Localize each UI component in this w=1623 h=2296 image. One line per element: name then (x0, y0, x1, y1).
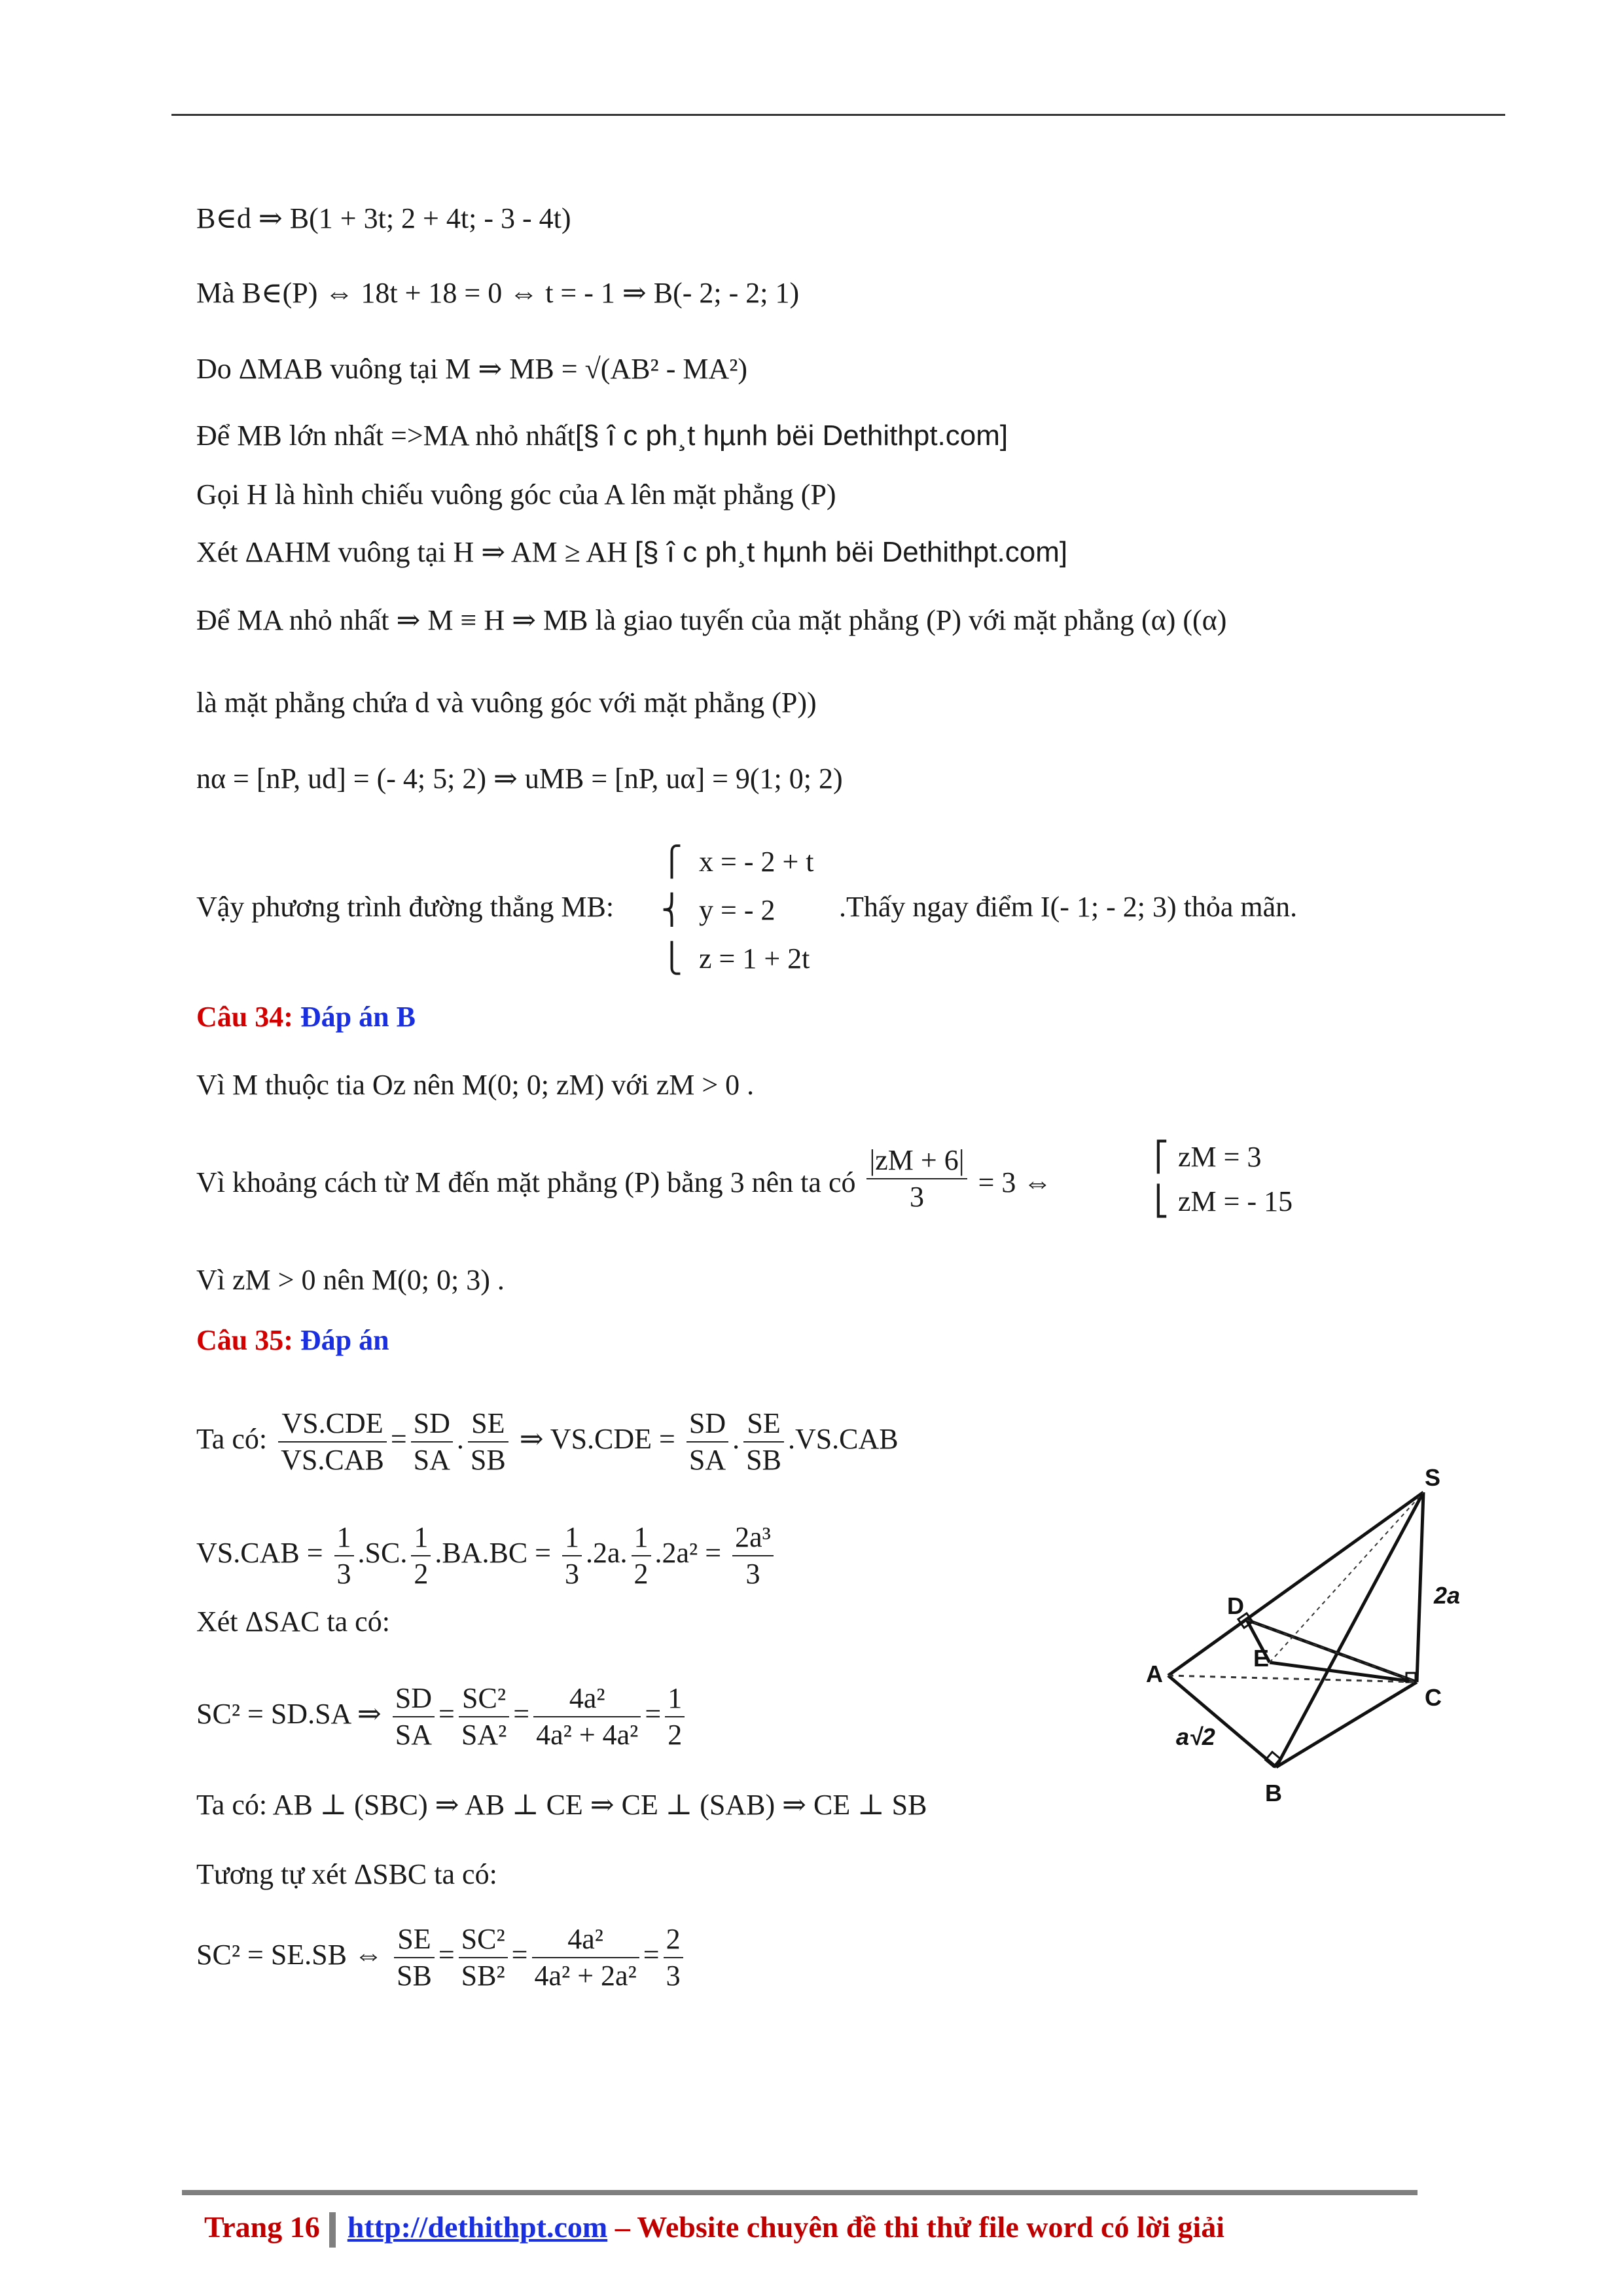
q35-formula-3: SC² = SD.SA ⇒ $\frac{SD}{SA}$ = $\frac{\text{SC²}}{\text{SA²}}$ = $\frac{\text{4a²}}{\text{4a² + 4a²}}$ = $\frac{1}{2}$ (196, 1681, 688, 1753)
page-number: Trang 16 (204, 2210, 320, 2244)
line-8: là mặt phẳng chứa d và vuông góc với mặt phẳng (P)) (196, 687, 817, 719)
line-7: Để MA nhỏ nhất ⇒ M ≡ H ⇒ MB là giao tuyến của mặt phẳng (P) với mặt phẳng (α) ((α) (196, 604, 1227, 636)
watermark: [§ î c ph¸t hµnh bëi Dethithpt.com] (634, 536, 1068, 568)
label-b: B (1265, 1780, 1282, 1806)
edge-sa (1168, 1492, 1423, 1676)
mb-system: x = - 2 + t y = - 2 z = 1 + 2t (699, 846, 814, 975)
q34-line-1: Vì M thuộc tia Oz nên M(0; 0; zM) với zM > 0 . (196, 1069, 755, 1101)
q35-formula-4: SC² = SE.SB ⇔ $\frac{SE}{SB}$ = $\frac{\text{SC²}}{\text{SB²}}$ = $\frac{\text{4a²}}{\text{4a² + 2a²}}$ = $\frac{2}{3}$ (196, 1922, 687, 1994)
label-d: D (1227, 1592, 1244, 1619)
edge-ab (1168, 1676, 1276, 1767)
label-a: A (1146, 1660, 1163, 1687)
q34-heading: Câu 34: Đáp án B (196, 1001, 416, 1033)
header-rule (171, 114, 1505, 116)
q35-ab-line: Ta có: AB ⊥ (SBC) ⇒ AB ⊥ CE ⇒ CE ⊥ (SAB) ⇒ CE ⊥ SB (196, 1789, 927, 1821)
line-6: Xét ΔAHM vuông tại H ⇒ AM ≥ AH [§ î c ph¸t hµnh bëi Dethithpt.com] (196, 536, 1068, 568)
line-3: Do ΔMAB vuông tại M ⇒ MB = √(AB² - MA²) (196, 353, 748, 385)
footer (204, 2210, 1224, 2248)
q35-formula-1: Ta có: $\frac{\text{VS.CDE}}{\text{VS.CAB}}$ = $\frac{SD}{SA}$ . $\frac{SE}{SB}$ ⇒ VS.CDE = $\frac{SD}{SA}$ . $\frac{SE}{SB}$ .VS.CAB (196, 1407, 899, 1476)
q35-sbc: Tương tự xét ΔSBC ta có: (196, 1858, 497, 1890)
line-10b: .Thấy ngay điểm I(- 1; - 2; 3) thỏa mãn. (839, 891, 1298, 923)
line-9: nα = [nP, ud] = (- 4; 5; 2) ⇒ uMB = [nP, uα] = 9(1; 0; 2) (196, 762, 843, 795)
label-sc: 2a (1434, 1582, 1461, 1609)
label-s: S (1425, 1466, 1441, 1491)
edge-sb (1276, 1492, 1423, 1767)
site-link[interactable]: http://dethithpt.com (347, 2210, 608, 2244)
edge-sc (1417, 1492, 1423, 1682)
footer-rule (182, 2190, 1418, 2195)
footer-bar (329, 2212, 336, 2248)
line-10: Vậy phương trình đường thẳng MB: (196, 891, 615, 923)
line-4: Để MB lớn nhất =>MA nhỏ nhất[§ î c ph¸t hµnh bëi Dethithpt.com] (196, 420, 1008, 452)
pyramid-figure (1142, 1466, 1482, 1833)
q34-brace: ⎡ ⎣ (1154, 1141, 1169, 1217)
line-5: Gọi H là hình chiếu vuông góc của A lên mặt phẳng (P) (196, 478, 836, 511)
watermark: [§ î c ph¸t hµnh bëi Dethithpt.com] (575, 420, 1008, 452)
line-2: Mà B∈(P) ⇔ 18t + 18 = 0 ⇔ t = - 1 ⇒ B(- 2; - 2; 1) (196, 277, 800, 309)
label-e: E (1253, 1645, 1270, 1672)
q35-sac: Xét ΔSAC ta có: (196, 1605, 390, 1638)
footer-tagline: – Website chuyên đề thi thử file word có lời giải (607, 2210, 1225, 2244)
q35-formula-2: VS.CAB = $\frac{1}{3}$ .SC. $\frac{1}{2}$ .BA.BC = $\frac{1}{3}$ .2a. $\frac{1}{2}$ .2a² = $\frac{\text{2a³}}{3}$ (196, 1520, 777, 1592)
q34-line-2: Vì khoảng cách từ M đến mặt phẳng (P) bằng 3 nên ta có $\frac{|zM + 6|}{3}$ = 3 ⇔ (196, 1156, 1052, 1215)
label-c: C (1425, 1684, 1442, 1711)
q35-heading: Câu 35: Đáp án (196, 1324, 389, 1356)
distance-fraction: $\frac{|zM + 6|}{3}$ (866, 1143, 967, 1215)
system-brace: ⎧ ⎨ ⎩ (661, 846, 683, 975)
label-ab: a√2 (1176, 1723, 1215, 1750)
q34-line-3: Vì zM > 0 nên M(0; 0; 3) . (196, 1264, 505, 1296)
seg-ec (1270, 1662, 1417, 1682)
line-1: B∈d ⇒ B(1 + 3t; 2 + 4t; - 3 - 4t) (196, 202, 571, 234)
q34-system: zM = 3 zM = - 15 (1178, 1141, 1293, 1217)
